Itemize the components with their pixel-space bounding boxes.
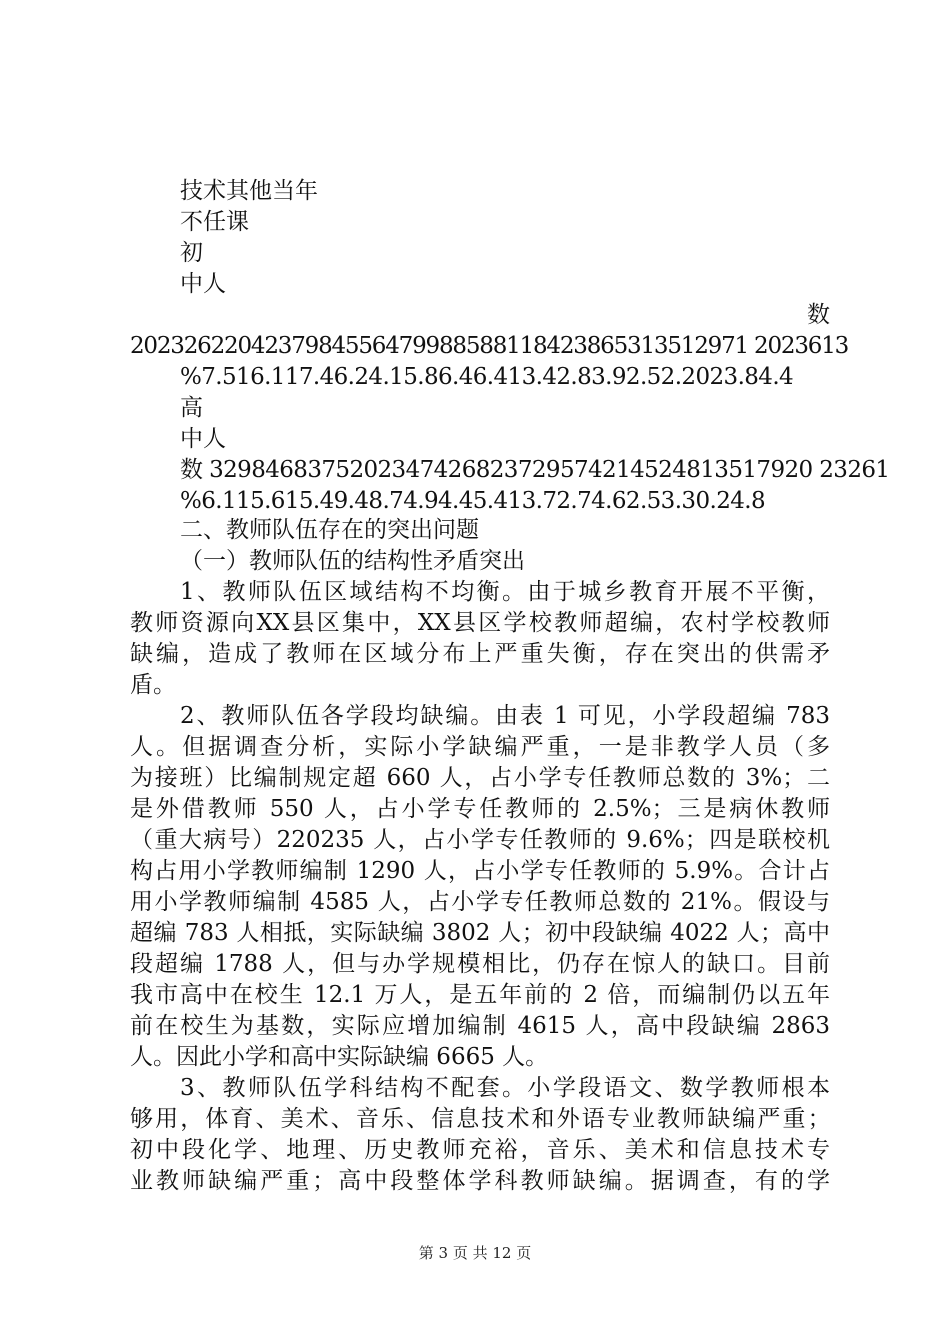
paragraph-line: （重大病号）220235 人，占小学专任教师的 9.6%；四是联校机 <box>130 827 830 853</box>
paragraph-line: 3、教师队伍学科结构不配套。小学段语文、数学教师根本 <box>180 1075 830 1101</box>
paragraph-line: 教师资源向XX县区集中，XX县区学校教师超编，农村学校教师 <box>130 610 830 636</box>
paragraph-line: 构占用小学教师编制 1290 人，占小学专任教师的 5.9%。合计占 <box>130 858 830 884</box>
paragraph-line: 业教师缺编严重；高中段整体学科教师缺编。据调查，有的学 <box>130 1168 830 1194</box>
paragraph-line: 盾。 <box>130 672 176 698</box>
table-header-line: 不任课 <box>180 209 249 235</box>
paragraph-line: 超编 783 人相抵，实际缺编 3802 人；初中段缺编 4022 人；高中 <box>130 920 830 946</box>
paragraph-line: 2、教师队伍各学段均缺编。由表 1 可见，小学段超编 783 <box>180 703 830 729</box>
section-heading: 二、教师队伍存在的突出问题 <box>180 517 479 543</box>
table-row-label: 数 <box>807 302 830 328</box>
table-data-line: 数 3298468375202347426823729574214524813517920 23261 <box>180 457 890 483</box>
paragraph-line: 为接班）比编制规定超 660 人，占小学专任教师总数的 3%；二 <box>130 765 830 791</box>
table-data-line: %6.115.615.49.48.74.94.45.413.72.74.62.53.30.24.8 <box>180 488 766 514</box>
paragraph-line: 用小学教师编制 4585 人，占小学专任教师总数的 21%。假设与 <box>130 889 830 915</box>
subsection-heading: （一）教师队伍的结构性矛盾突出 <box>180 548 525 574</box>
page-footer: 第 3 页 共 12 页 <box>418 1244 532 1262</box>
paragraph-line: 1、教师队伍区域结构不均衡。由于城乡教育开展不平衡， <box>180 579 830 605</box>
table-data-line: %7.516.117.46.24.15.86.46.413.42.83.92.52.2023.84.4 <box>180 364 794 390</box>
paragraph-line: 够用，体育、美术、音乐、信息技术和外语专业教师缺编严重； <box>130 1106 830 1132</box>
paragraph-line: 初中段化学、地理、历史教师充裕，音乐、美术和信息技术专 <box>130 1137 830 1163</box>
table-row-label: 中人 <box>180 271 226 297</box>
table-row-label: 初 <box>180 240 203 266</box>
paragraph-line: 人。因此小学和高中实际缺编 6665 人。 <box>130 1044 549 1070</box>
paragraph-line: 段超编 1788 人，但与办学规模相比，仍存在惊人的缺口。目前 <box>130 951 830 977</box>
paragraph-line: 我市高中在校生 12.1 万人，是五年前的 2 倍，而编制仍以五年 <box>130 982 830 1008</box>
table-data-line: 2023262204237984556479988588118423865313512971 2023613 <box>130 333 849 359</box>
paragraph-line: 是外借教师 550 人，占小学专任教师的 2.5%；三是病休教师 <box>130 796 830 822</box>
table-row-label: 高 <box>180 395 203 421</box>
table-row-label: 中人 <box>180 426 226 452</box>
paragraph-line: 缺编，造成了教师在区域分布上严重失衡，存在突出的供需矛 <box>130 641 830 667</box>
table-header-line: 技术其他当年 <box>180 178 318 204</box>
paragraph-line: 前在校生为基数，实际应增加编制 4615 人，高中段缺编 2863 <box>130 1013 830 1039</box>
paragraph-line: 人。但据调查分析，实际小学缺编严重，一是非教学人员（多 <box>130 734 830 760</box>
